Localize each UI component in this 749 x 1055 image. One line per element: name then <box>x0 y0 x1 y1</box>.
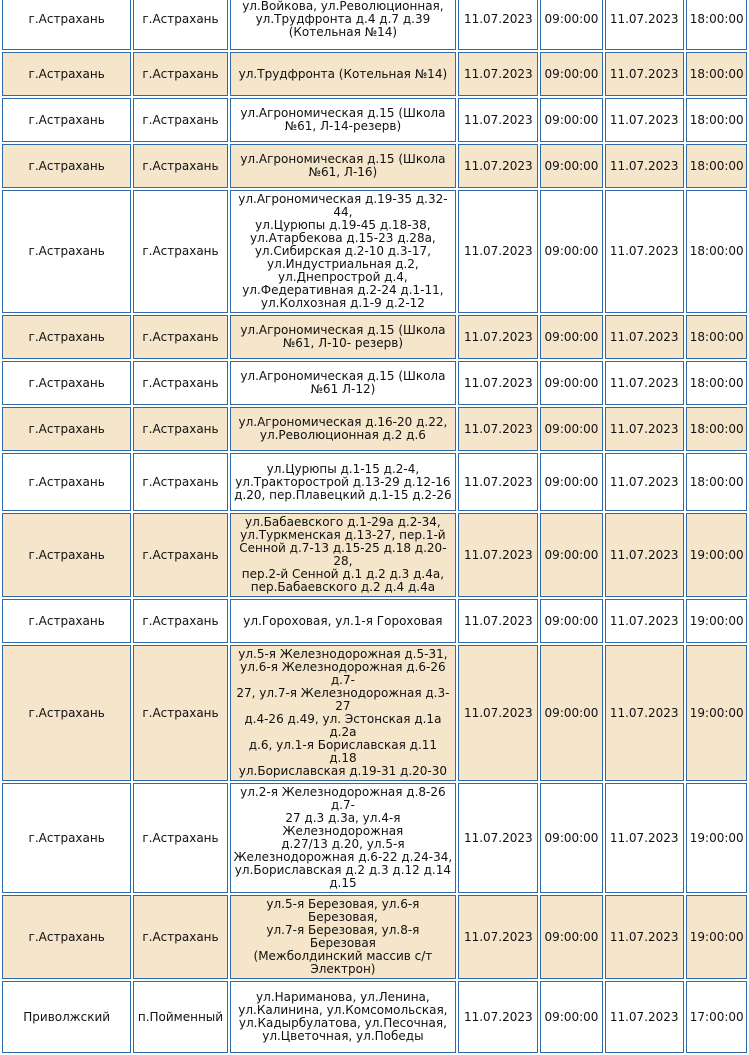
end-time-cell: 17:00:00 <box>686 981 747 1053</box>
table-row <box>2 98 747 142</box>
table-row <box>2 599 747 643</box>
start-date-cell: 11.07.2023 <box>458 407 538 451</box>
streets-cell: ул.Бабаевского д.1-29а д.2-34, ул.Туркменская д.13-27, пер.1-й Сенной д.7-13 д.15-25 д.18 д.20-28, пер.2-й Сенной д.1 д.2 д.3 д.4а, пер.Бабаевского д.2 д.4 д.4а <box>230 513 457 597</box>
start-date-cell: 11.07.2023 <box>458 981 538 1053</box>
locality-cell: г.Астрахань <box>133 0 227 50</box>
table-row <box>2 0 747 50</box>
table-row <box>2 190 747 313</box>
locality-cell: г.Астрахань <box>133 190 227 313</box>
end-time-cell: 18:00:00 <box>686 52 747 96</box>
start-time-cell: 09:00:00 <box>540 0 602 50</box>
locality-cell: г.Астрахань <box>133 98 227 142</box>
streets-cell: ул.Цурюпы д.1-15 д.2-4, ул.Тракторострой д.13-29 д.12-16 д.20, пер.Плавецкий д.1-15 д.2-26 <box>230 453 457 511</box>
table-row <box>2 315 747 359</box>
district-cell: г.Астрахань <box>2 0 131 50</box>
start-time-cell: 09:00:00 <box>540 453 602 511</box>
district-cell: г.Астрахань <box>2 645 131 781</box>
start-date-cell: 11.07.2023 <box>458 52 538 96</box>
end-date-cell: 11.07.2023 <box>605 599 684 643</box>
district-cell: Приволжский <box>2 981 131 1053</box>
start-time-cell: 09:00:00 <box>540 981 602 1053</box>
start-date-cell: 11.07.2023 <box>458 645 538 781</box>
district-cell: г.Астрахань <box>2 52 131 96</box>
district-cell: г.Астрахань <box>2 783 131 893</box>
end-time-cell: 19:00:00 <box>686 783 747 893</box>
end-date-cell: 11.07.2023 <box>605 895 684 979</box>
end-date-cell: 11.07.2023 <box>605 144 684 188</box>
streets-cell: ул.2-я Железнодорожная д.8-26 д.7- 27 д.3 д.3а, ул.4-я Железнодорожная д.27/13 д.20, ул.5-я Железнодорожная д.6-22 д.24-34, ул.Бориславская д.2 д.3 д.12 д.14 д.15 <box>230 783 457 893</box>
streets-cell: ул.Агрономическая д.15 (Школа №61 Л-12) <box>230 361 457 405</box>
start-date-cell: 11.07.2023 <box>458 895 538 979</box>
district-cell: г.Астрахань <box>2 453 131 511</box>
locality-cell: г.Астрахань <box>133 645 227 781</box>
end-date-cell: 11.07.2023 <box>605 645 684 781</box>
district-cell: г.Астрахань <box>2 895 131 979</box>
district-cell: г.Астрахань <box>2 361 131 405</box>
start-date-cell: 11.07.2023 <box>458 513 538 597</box>
end-time-cell: 18:00:00 <box>686 315 747 359</box>
start-date-cell: 11.07.2023 <box>458 315 538 359</box>
district-cell: г.Астрахань <box>2 513 131 597</box>
table-body <box>2 0 747 1053</box>
streets-cell: ул.Агрономическая д.15 (Школа №61, Л-10- резерв) <box>230 315 457 359</box>
streets-cell: ул.5-я Березовая, ул.6-я Березовая, ул.7-я Березовая, ул.8-я Березовая (Межболдинский массив с/т Электрон) <box>230 895 457 979</box>
end-time-cell: 18:00:00 <box>686 98 747 142</box>
end-time-cell: 19:00:00 <box>686 895 747 979</box>
streets-cell: ул.5-я Железнодорожная д.5-31, ул.6-я Железнодорожная д.6-26 д.7- 27, ул.7-я Железнодорожная д.3-27 д.4-26 д.49, ул. Эстонская д.1а д.2а д.6, ул.1-я Бориславская д.11 д.18 ул.Бориславская д.19-31 д.20-30 <box>230 645 457 781</box>
locality-cell: г.Астрахань <box>133 315 227 359</box>
end-date-cell: 11.07.2023 <box>605 315 684 359</box>
start-date-cell: 11.07.2023 <box>458 0 538 50</box>
start-date-cell: 11.07.2023 <box>458 144 538 188</box>
start-time-cell: 09:00:00 <box>540 513 602 597</box>
start-time-cell: 09:00:00 <box>540 645 602 781</box>
streets-cell: ул.Агрономическая д.15 (Школа №61, Л-14-резерв) <box>230 98 457 142</box>
district-cell: г.Астрахань <box>2 315 131 359</box>
locality-cell: г.Астрахань <box>133 52 227 96</box>
locality-cell: г.Астрахань <box>133 513 227 597</box>
table-row <box>2 783 747 893</box>
start-time-cell: 09:00:00 <box>540 98 602 142</box>
locality-cell: г.Астрахань <box>133 407 227 451</box>
start-date-cell: 11.07.2023 <box>458 98 538 142</box>
start-date-cell: 11.07.2023 <box>458 361 538 405</box>
locality-cell: г.Астрахань <box>133 599 227 643</box>
end-date-cell: 11.07.2023 <box>605 783 684 893</box>
start-date-cell: 11.07.2023 <box>458 190 538 313</box>
end-date-cell: 11.07.2023 <box>605 407 684 451</box>
streets-cell: ул.Агрономическая д.16-20 д.22, ул.Революционная д.2 д.6 <box>230 407 457 451</box>
end-date-cell: 11.07.2023 <box>605 981 684 1053</box>
end-time-cell: 18:00:00 <box>686 0 747 50</box>
district-cell: г.Астрахань <box>2 407 131 451</box>
end-time-cell: 19:00:00 <box>686 645 747 781</box>
district-cell: г.Астрахань <box>2 144 131 188</box>
table-row <box>2 144 747 188</box>
table-row <box>2 513 747 597</box>
district-cell: г.Астрахань <box>2 190 131 313</box>
streets-cell: ул.Агрономическая д.19-35 д.32-44, ул.Цурюпы д.19-45 д.18-38, ул.Атарбекова д.15-23 д.28а, ул.Сибирская д.2-10 д.3-17, ул.Индустриальная д.2, ул.Днепрострой д.4, ул.Федеративная д.2-24 д.1-11, ул.Колхозная д.1-9 д.2-12 <box>230 190 457 313</box>
start-time-cell: 09:00:00 <box>540 895 602 979</box>
streets-cell: ул.Войкова, ул.Революционная, ул.Трудфронта д.4 д.7 д.39 (Котельная №14) <box>230 0 457 50</box>
start-time-cell: 09:00:00 <box>540 315 602 359</box>
end-time-cell: 18:00:00 <box>686 144 747 188</box>
start-date-cell: 11.07.2023 <box>458 453 538 511</box>
start-time-cell: 09:00:00 <box>540 144 602 188</box>
start-time-cell: 09:00:00 <box>540 407 602 451</box>
start-date-cell: 11.07.2023 <box>458 599 538 643</box>
end-time-cell: 18:00:00 <box>686 407 747 451</box>
start-date-cell: 11.07.2023 <box>458 783 538 893</box>
end-date-cell: 11.07.2023 <box>605 190 684 313</box>
locality-cell: г.Астрахань <box>133 453 227 511</box>
table-row <box>2 981 747 1053</box>
locality-cell: г.Астрахань <box>133 783 227 893</box>
end-date-cell: 11.07.2023 <box>605 361 684 405</box>
table-row <box>2 407 747 451</box>
start-time-cell: 09:00:00 <box>540 190 602 313</box>
table-row <box>2 361 747 405</box>
table-row <box>2 52 747 96</box>
start-time-cell: 09:00:00 <box>540 599 602 643</box>
end-time-cell: 18:00:00 <box>686 190 747 313</box>
streets-cell: ул.Гороховая, ул.1-я Гороховая <box>230 599 457 643</box>
end-date-cell: 11.07.2023 <box>605 98 684 142</box>
table-row <box>2 453 747 511</box>
locality-cell: г.Астрахань <box>133 895 227 979</box>
start-time-cell: 09:00:00 <box>540 783 602 893</box>
start-time-cell: 09:00:00 <box>540 361 602 405</box>
end-date-cell: 11.07.2023 <box>605 513 684 597</box>
locality-cell: г.Астрахань <box>133 361 227 405</box>
streets-cell: ул.Нариманова, ул.Ленина, ул.Калинина, ул.Комсомольская, ул.Кадырбулатова, ул.Песочная, ул.Цветочная, ул.Победы <box>230 981 457 1053</box>
locality-cell: п.Пойменный <box>133 981 227 1053</box>
district-cell: г.Астрахань <box>2 98 131 142</box>
end-date-cell: 11.07.2023 <box>605 52 684 96</box>
end-date-cell: 11.07.2023 <box>605 0 684 50</box>
end-time-cell: 18:00:00 <box>686 361 747 405</box>
locality-cell: г.Астрахань <box>133 144 227 188</box>
end-time-cell: 19:00:00 <box>686 599 747 643</box>
district-cell: г.Астрахань <box>2 599 131 643</box>
end-time-cell: 18:00:00 <box>686 453 747 511</box>
streets-cell: ул.Агрономическая д.15 (Школа №61, Л-16) <box>230 144 457 188</box>
table-row <box>2 895 747 979</box>
table-row <box>2 645 747 781</box>
start-time-cell: 09:00:00 <box>540 52 602 96</box>
streets-cell: ул.Трудфронта (Котельная №14) <box>230 52 457 96</box>
end-date-cell: 11.07.2023 <box>605 453 684 511</box>
end-time-cell: 19:00:00 <box>686 513 747 597</box>
